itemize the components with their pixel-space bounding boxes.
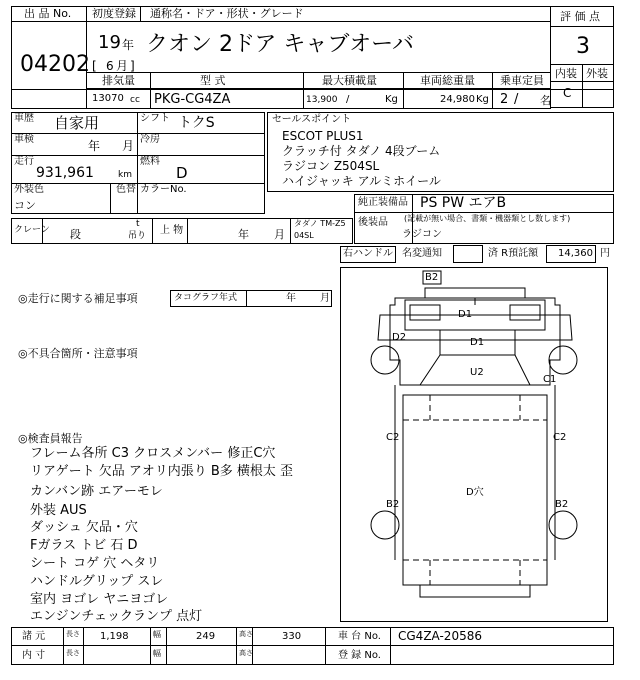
mileage-unit: km [118,170,132,180]
ext-color-label: 外装色 [14,184,44,195]
max-load-value: 13,900 [306,95,338,105]
bracket-close: ] [130,59,135,73]
crane-ton: t [136,219,140,229]
recycle-amount: 14,360 [558,248,593,259]
sales-point-2: クラッチ付 タダノ 4段ブーム [282,144,441,158]
top-label: 上 物 [160,225,184,236]
inspector-line: Fガラス トビ 石 D [30,538,138,553]
damage-mark: D2 [392,332,407,343]
capacity-value: 2 [500,92,509,107]
aftermarket-note: (記載が無い場合、書類・機器類とし数します) [404,214,571,223]
damage-mark: C2 [553,432,567,443]
shift-value: トクS [178,115,215,131]
name-change-label: 名変通知 [402,248,442,259]
reg-year: 19 [98,32,121,53]
gross-weight-value: 24,980 [440,94,475,105]
crane-lift: 吊り [128,231,147,241]
mileage-label: 走行 [14,156,34,167]
in-height-label: 高さ [239,649,253,657]
damage-mark: D1 [458,309,473,320]
inspector-line: ハンドルグリップ スレ [30,574,164,589]
shift-label: シフト [140,113,170,124]
in-width-label: 幅 [153,649,161,658]
interior-grade: C [563,86,572,100]
rating-label: 評 価 点 [560,10,600,23]
dims-label: 諸 元 [22,631,46,642]
model-label: 通称名・ドア・形状・グレード [150,7,304,20]
damage-mark: U2 [470,367,484,378]
damage-mark: D1 [470,337,485,348]
sales-point-1: ESCOT PLUS1 [282,129,364,143]
width-label: 幅 [153,630,161,639]
inspector-line: 室内 ヨゴレ ヤニヨゴレ [30,592,169,607]
rear-right-wheel [549,511,577,539]
crane-stage: 段 [70,228,81,241]
mileage-value: 931,961 [36,165,94,181]
equipment-value: PS PW エアB [420,195,507,211]
inspector-line: カンバン跡 エアーモレ [30,484,163,499]
equipment-label: 純正装備品 [358,197,408,208]
chassis-label: 車 台 No. [338,631,381,642]
max-load-sep: / [346,94,350,105]
displacement-value: 13070 [92,93,124,104]
damage-mark: D穴 [466,487,484,498]
damage-mark: B2 [425,272,439,283]
max-load-label: 最大積載量 [322,74,377,87]
inspector-line: シート コゲ 穴 ヘタリ [30,556,160,571]
model-code: PKG-CG4ZA [154,92,231,107]
recycle-unit: 円 [600,248,610,259]
model-code-label: 型 式 [200,74,226,87]
first-reg-label: 初度登録 [92,7,136,20]
sales-point-3: ラジコン Z504SL [282,159,380,173]
height-value: 330 [282,631,302,642]
gross-weight-label: 車両総重量 [420,74,475,87]
chassis-value: CG4ZA-20586 [398,629,482,643]
inspection-year: 年 [88,139,101,153]
interior-label: 内装 [555,67,577,80]
history-value: 自家用 [54,114,100,132]
crane-model-top: タダノ TM-Z5 [294,219,346,228]
interior-dims-label: 内 寸 [22,650,46,661]
aftermarket-value: ラジコン [402,229,442,240]
inspector-line: リアゲート 欠品 アオリ内張り B多 横根太 歪 [30,464,294,479]
lot-number: 04202 [20,52,90,77]
tacho-label: タコグラフ年式 [174,293,238,303]
driving-remarks-title: ◎走行に関する補足事項 [18,292,138,305]
height-label: 高さ [239,630,253,638]
tacho-year: 年 [286,293,296,304]
inspector-line: ダッシュ 欠品・穴 [30,520,138,535]
reg-month: 6 [106,59,114,73]
inspector-title: ◎検査員報告 [18,432,83,445]
reg-no-label: 登 録 No. [338,650,381,661]
crane-label: クレーン [14,225,50,235]
gross-weight-unit: Kg [476,94,489,105]
fuel-value: D [176,164,188,182]
exterior-label: 外装 [586,67,608,80]
crane-model-bottom: 04SL [294,231,314,240]
fuel-label: 燃料 [140,156,160,167]
color-no-label: カラーNo. [140,184,187,195]
max-load-unit: Kg [385,94,398,105]
inspector-line: 外装 AUS [30,503,87,518]
rating-value: 3 [576,34,590,59]
inspection-month: 月 [122,139,135,153]
damage-mark: B2 [555,499,569,510]
history-label: 車歴 [14,113,34,124]
top-month: 月 [274,228,285,241]
damage-mark: B2 [386,499,400,510]
inspector-line: フレーム各所 C3 クロスメンバー 修正C穴 [30,446,276,461]
lot-label: 出 品 No. [24,7,72,20]
ac-label: 冷房 [140,134,160,145]
damage-mark: C2 [386,432,400,443]
recycle-label: 済 R預託額 [488,248,539,259]
displacement-label: 排気量 [102,74,135,87]
bracket-open: [ [92,59,97,73]
ext-color-value: コン [14,199,36,212]
capacity-unit: 名 [540,94,551,107]
width-value: 249 [196,631,216,642]
inspector-line: エンジンチェックランプ 点灯 [30,609,203,624]
defects-title: ◎不具合箇所・注意事項 [18,347,138,360]
reg-month-unit: 月 [116,59,129,73]
inspection-label: 車検 [14,134,34,145]
sales-points-label: セールスポイント [272,114,352,125]
displacement-unit: cc [130,95,140,105]
length-value: 1,198 [100,631,129,642]
sales-point-4: ハイジャッキ アルミホイール [282,174,441,188]
aftermarket-label: 後装品 [358,217,388,228]
color-change-label: 色替 [116,184,136,195]
model-name: クオン 2ドア キャブオーバ [146,32,415,57]
tacho-month: 月 [320,293,330,304]
top-year: 年 [238,228,249,241]
damage-mark: C1 [543,374,557,385]
capacity-label: 乗車定員 [500,74,544,87]
in-length-label: 長さ [66,649,80,657]
length-label: 長さ [66,630,80,638]
reg-year-unit: 年 [122,38,135,52]
capacity-sep: / [514,92,519,107]
right-hand-label: 右ハンドル [343,248,393,259]
